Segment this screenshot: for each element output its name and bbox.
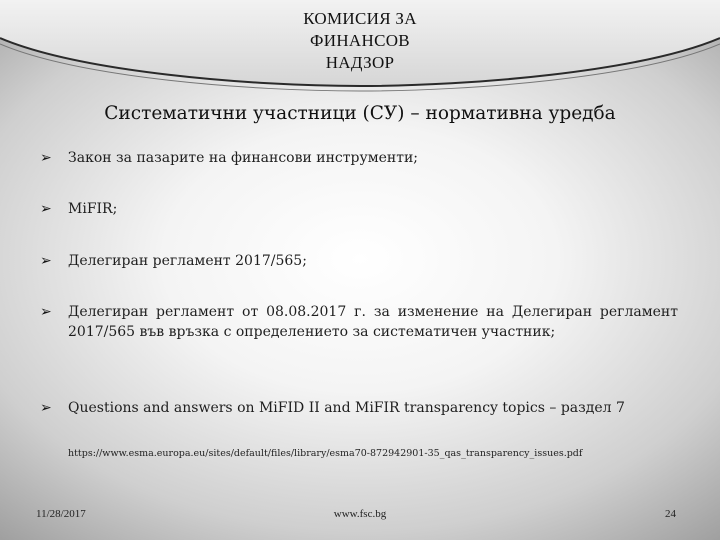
bullet-item xyxy=(40,148,678,168)
arrow-bullet-icon: ➢ xyxy=(40,304,52,320)
bullet-item xyxy=(40,199,678,219)
arrow-bullet-icon: ➢ xyxy=(40,253,52,269)
arrow-bullet-icon: ➢ xyxy=(40,400,52,416)
bullet-text: Делегиран регламент от 08.08.2017 г. за изменение на Делегиран регламент 2017/565 във връзка с определението за систематичен участник; xyxy=(68,304,678,340)
page-number: 24 xyxy=(665,508,676,520)
bullet-text: Делегиран регламент 2017/565; xyxy=(68,253,307,269)
bullet-item xyxy=(40,398,678,418)
org-line-2: ФИНАНСОВ xyxy=(310,31,410,50)
bullet-text: Закон за пазарите на финансови инструменти; xyxy=(68,150,418,166)
bullet-item xyxy=(40,251,678,271)
org-line-3: НАДЗОР xyxy=(325,53,395,72)
slide-title: Систематични участници (СУ) – нормативна уредба xyxy=(104,103,616,124)
org-line-1: КОМИСИЯ ЗА xyxy=(303,9,417,28)
footer-website[interactable]: www.fsc.bg xyxy=(333,508,387,520)
header-banner xyxy=(0,0,720,92)
arrow-bullet-icon: ➢ xyxy=(40,201,52,217)
bullet-item xyxy=(40,302,678,342)
arrow-bullet-icon: ➢ xyxy=(40,150,52,166)
footer-date: 11/28/2017 xyxy=(36,508,86,520)
reference-link[interactable]: https://www.esma.europa.eu/sites/default/files/library/esma70-872942901-35_qas_transparency_issues.pdf xyxy=(68,448,583,459)
organization-name xyxy=(0,8,720,74)
bullet-text: MiFIR; xyxy=(68,201,118,217)
bullet-text: Questions and answers on MiFID II and MiFIR transparency topics – раздел 7 xyxy=(68,400,625,416)
